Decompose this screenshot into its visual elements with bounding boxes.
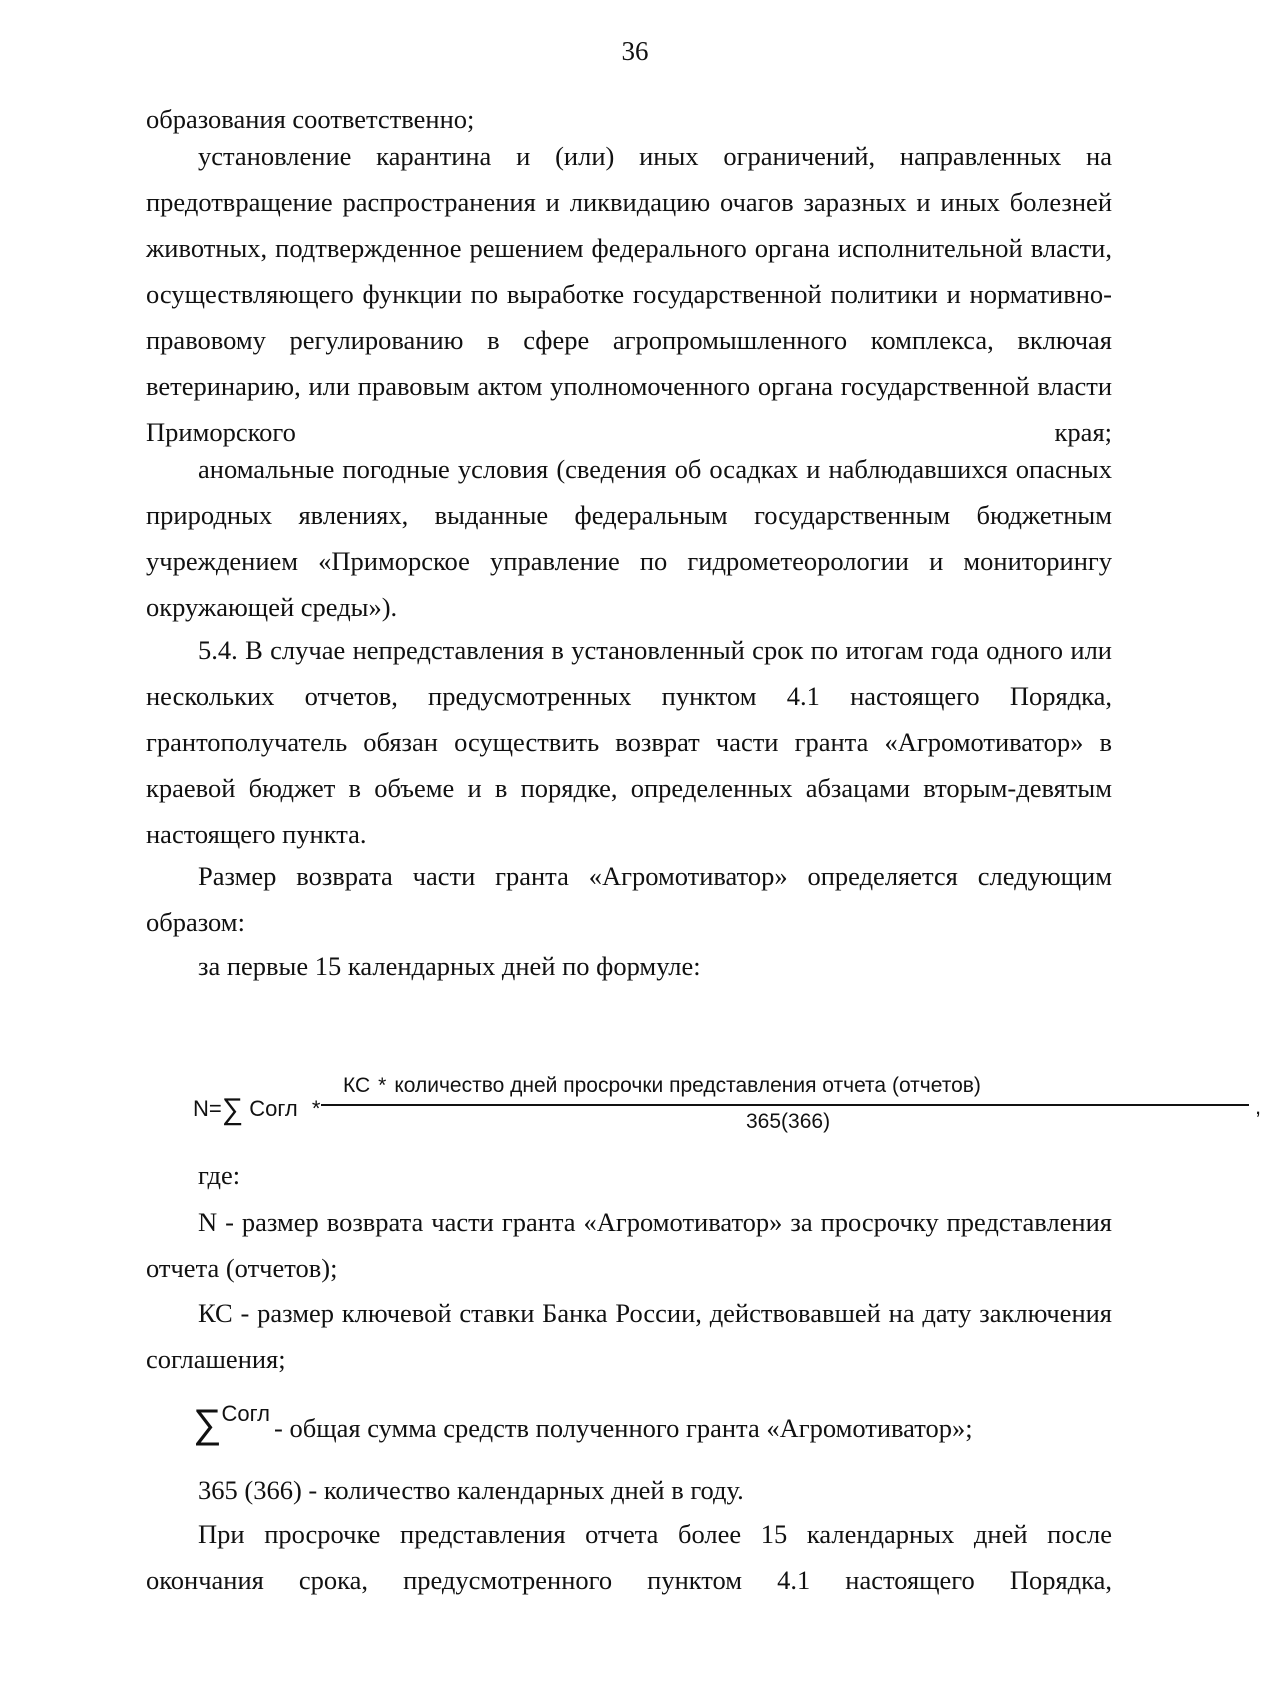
paragraph-1: образования соответственно; bbox=[146, 104, 475, 134]
return-formula bbox=[193, 1072, 1262, 1142]
paragraph-8: N - размер возврата части гранта «Агромотиватор» за просрочку представления отчета (отчетов); bbox=[146, 1207, 1112, 1283]
paragraph-5: Размер возврата части гранта «Агромотиватор» определяется следующим образом: bbox=[146, 861, 1112, 937]
formula-lhs bbox=[193, 1090, 328, 1124]
formula-fraction-bar bbox=[321, 1104, 1249, 1106]
formula-denominator: 365(366) bbox=[746, 1110, 831, 1133]
formula-numerator bbox=[343, 1074, 981, 1098]
formula-ks: КС bbox=[343, 1074, 371, 1097]
paragraph-9: КС - размер ключевой ставки Банка России, действовавшей на дату заключения соглашения; bbox=[146, 1298, 1112, 1374]
formula-numerator-rest: количество дней просрочки представления отчета (отчетов) bbox=[394, 1074, 981, 1097]
paragraph-12: При просрочке представления отчета более 15 календарных дней после окончания срока, предусмотренного пунктом 4.1 настоящего Порядка, bbox=[146, 1519, 1112, 1595]
paragraph-4: 5.4. В случае непредставления в установленный срок по итогам года одного или нескольких отчетов, предусмотренных пунктом 4.1 настоящего Порядка, грантополучатель обязан осуществить возврат части гранта «Агромотиватор» в краевой бюджет в объеме и в порядке, определенных абзацами вторым-девятым настоящего пункта. bbox=[146, 635, 1112, 849]
sigma-symbol: ∑ bbox=[193, 1402, 222, 1446]
sigma-definition bbox=[193, 1402, 973, 1447]
sigma-definition-text: - общая сумма средств полученного гранта «Агромотиватор»; bbox=[274, 1413, 973, 1443]
paragraph-3: аномальные погодные условия (сведения об осадках и наблюдавшихся опасных природных явлениях, выданные федеральным государственным бюджетным учреждением «Приморское управление по гидрометеорологии и мониторингу окружающей среды»). bbox=[146, 454, 1112, 622]
formula-n: N= bbox=[193, 1096, 222, 1121]
formula-comma: , bbox=[1255, 1094, 1262, 1119]
formula-sogl: Согл bbox=[249, 1096, 298, 1121]
paragraph-2: установление карантина и (или) иных ограничений, направленных на предотвращение распространения и ликвидацию очагов заразных и иных болезней животных, подтвержденное решением федерального органа исполнительной власти, осуществляющего функции по выработке государственной политики и нормативно-правовому регулированию в сфере агропромышленного комплекса, включая ветеринарию, или правовым актом уполномоченного органа государственной власти Приморского края; bbox=[146, 141, 1112, 447]
paragraph-11: 365 (366) - количество календарных дней в году. bbox=[198, 1475, 744, 1505]
paragraph-7: где: bbox=[198, 1160, 241, 1190]
sigma-sogl: Согл bbox=[221, 1401, 271, 1426]
formula-times-2: * bbox=[378, 1074, 387, 1097]
page-number: 36 bbox=[621, 36, 649, 66]
formula-sigma: ∑ bbox=[221, 1093, 244, 1126]
paragraph-6: за первые 15 календарных дней по формуле: bbox=[198, 951, 701, 981]
formula-times: * bbox=[311, 1096, 321, 1121]
